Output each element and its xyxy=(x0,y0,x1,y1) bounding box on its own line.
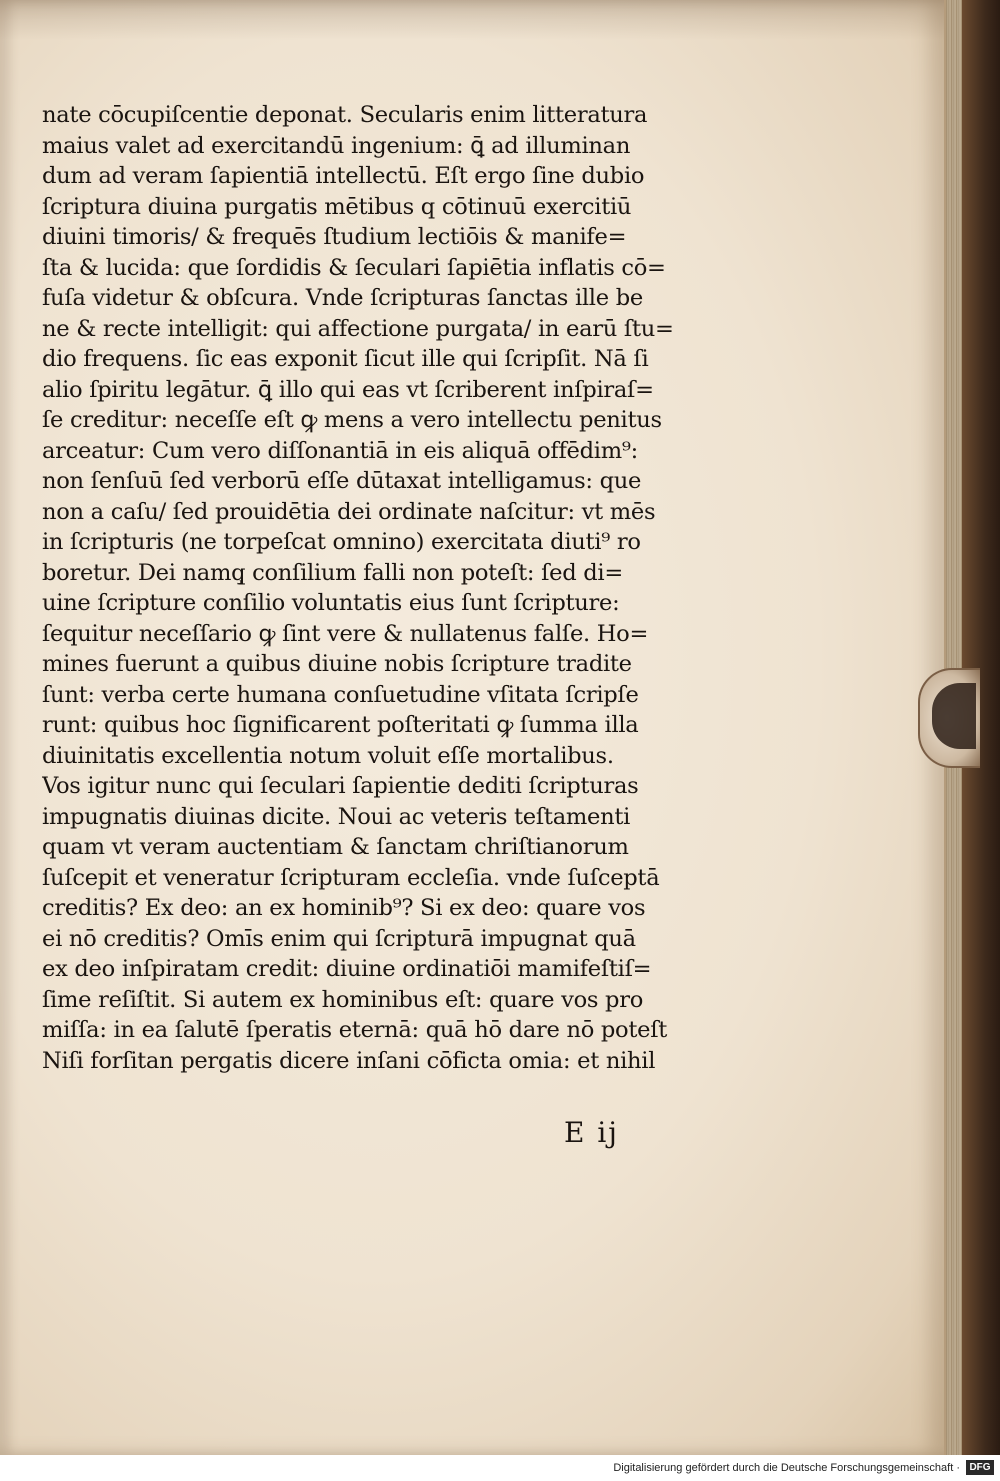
text-line: quam vt veram auctentiam & ſanctam chriſtianorum xyxy=(42,834,629,860)
text-line: Niſi forſitan pergatis dicere inſani cōficta omia: et nihil xyxy=(42,1047,656,1074)
text-line: diuinitatis excellentia notum voluit eſſe mortalibus. xyxy=(42,742,614,769)
footer-credit: Digitalisierung gefördert durch die Deutsche Forschungsgemeinschaft · xyxy=(613,1462,960,1474)
text-line: ne & recte intelligit: qui affectione purgata/ in earū ſtu= xyxy=(42,315,674,342)
dfg-logo: DFG xyxy=(966,1460,994,1475)
text-line: non ſenſuū ſed verborū eſſe dūtaxat intelligamus: que xyxy=(42,468,642,494)
text-line: ſime reſiſtit. Si autem ex hominibus eſt: quare vos pro xyxy=(42,986,644,1013)
text-line: dio frequens. ſic eas exponit ſicut ille qui ſcripſit. Nā ſi xyxy=(42,346,649,372)
text-line: uine ſcripture conſilio voluntatis eius ſunt ſcripture: xyxy=(42,590,620,616)
page-top-shadow xyxy=(0,0,944,40)
text-line: ſta & lucida: que ſordidis & ſeculari ſapiētia inflatis cō= xyxy=(42,254,666,281)
text-line: miſſa: in ea ſalutē ſperatis eternā: quā hō dare nō poteſt xyxy=(42,1017,668,1043)
text-line: ſcriptura diuina purgatis mētibus q cōtinuū exercitiū xyxy=(42,193,632,220)
signature-mark: E ij xyxy=(564,1116,619,1149)
text-line: ſe creditur: neceſſe eſt ꝙ mens a vero intellectu penitus xyxy=(42,407,662,433)
text-line: ex deo inſpiratam credit: diuine ordinatiōi mamifeſtiſ= xyxy=(42,956,652,982)
text-line: mines fuerunt a quibus diuine nobis ſcripture tradite xyxy=(42,651,632,677)
text-line: alio ſpiritu legātur. ꝗ̄ illo qui eas vt ſcriberent inſpiraſ= xyxy=(42,376,654,403)
text-line: ſequitur neceſſario ꝙ ſint vere & nullatenus falſe. Ho= xyxy=(42,620,649,647)
text-line: dum ad veram ſapientiā intellectū. Eſt ergo ſine dubio xyxy=(42,163,645,189)
text-line: nate cōcupiſcentie deponat. Secularis enim litteratura xyxy=(42,102,648,128)
printed-text-block xyxy=(42,100,692,1076)
text-line: boretur. Dei namq̧ conſilium falli non poteſt: ſed di= xyxy=(42,559,623,586)
text-line: creditis? Ex deo: an ex hominib⁹? Si ex deo: quare vos xyxy=(42,895,646,921)
text-line: in ſcripturis (ne torpeſcat omnino) exercitata diuti⁹ ro xyxy=(42,529,641,555)
text-line: runt: quibus hoc ſignificarent poſteritati ꝙ ſumma illa xyxy=(42,712,639,738)
text-line: non a caſu/ ſed prouidētia dei ordinate naſcitur: vt mēs xyxy=(42,498,656,525)
clasp-hole xyxy=(932,683,976,749)
text-line: ſunt: verba certe humana conſuetudine vſitata ſcripſe xyxy=(42,681,639,708)
text-line: arceatur: Cum vero diſſonantiā in eis aliquā offēdim⁹: xyxy=(42,437,638,464)
text-line: impugnatis diuinas dicite. Noui ac veteris teſtamenti xyxy=(42,803,631,830)
text-line: diuini timoris/ & frequēs ſtudium lectiōis & manife= xyxy=(42,224,627,250)
text-line: fuſa videtur & obſcura. Vnde ſcripturas ſanctas ille be xyxy=(42,285,643,311)
text-line: ei nō creditis? Omīs enim qui ſcripturā impugnat quā xyxy=(42,925,636,952)
text-line: Vos igitur nunc qui ſeculari ſapientie dediti ſcripturas xyxy=(42,773,639,799)
text-line: ſuſcepit et veneratur ſcripturam eccleſia. vnde ſuſceptā xyxy=(42,864,660,891)
text-line: maius valet ad exercitandū ingenium: ꝗ̄ ad illuminan xyxy=(42,132,631,159)
